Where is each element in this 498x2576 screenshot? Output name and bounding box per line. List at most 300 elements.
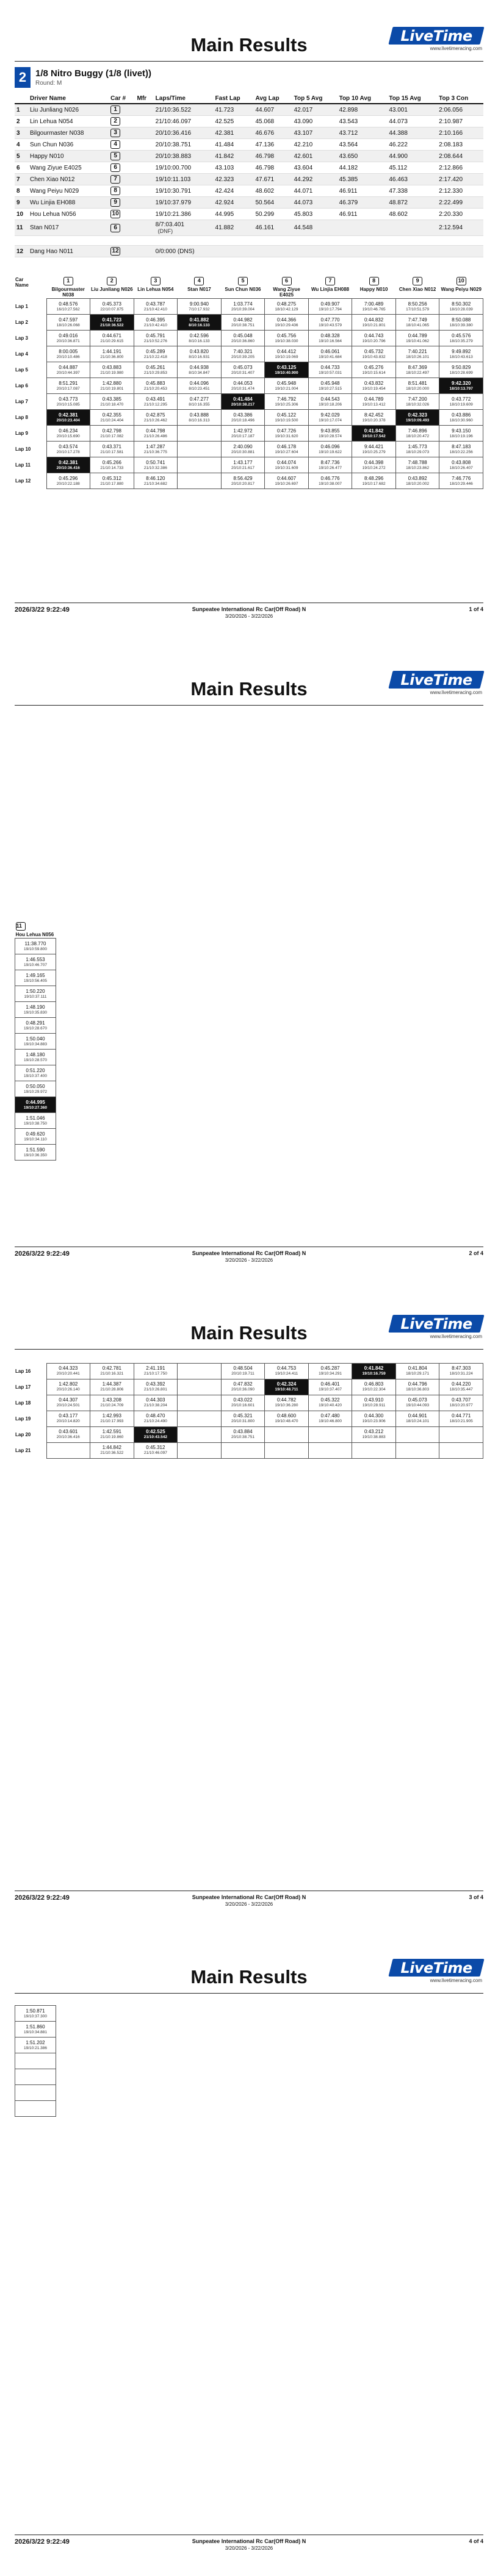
results-cell-laps: 20/10:36.416 — [154, 127, 214, 139]
results-row — [15, 139, 483, 151]
lap-cell — [46, 394, 90, 410]
lap-position-total: 19/10:17.542 — [362, 434, 386, 438]
results-cell-pos: 12 — [15, 246, 28, 257]
lap-position-total: 19/10:37.400 — [24, 1073, 47, 1078]
lap-row — [15, 1034, 56, 1050]
lap-time: 0:44.982 — [233, 317, 253, 323]
results-cell-avg: 48.602 — [254, 185, 292, 197]
lap-time: 11:38.770 — [24, 940, 46, 946]
results-cell-avg: 46.676 — [254, 127, 292, 139]
lap-time: 9:44.421 — [364, 443, 384, 449]
lap-time: 1:43.208 — [102, 1397, 121, 1403]
results-cell-name: Wu Linjia EH088 — [28, 197, 109, 209]
lap-row — [15, 299, 483, 315]
lap-cell — [395, 315, 439, 331]
lap-position-total: 21/10:19.860 — [100, 1435, 124, 1439]
lap-time: 0:44.303 — [146, 1397, 165, 1403]
lap-time: 0:43.574 — [59, 443, 78, 449]
results-cell-car — [109, 116, 135, 127]
lap-grid-page-4 — [15, 2005, 56, 2117]
lap-time: 9:50.829 — [452, 364, 471, 370]
lap-time: 1:49.165 — [26, 972, 45, 978]
lap-time: 0:44.789 — [364, 396, 384, 402]
lap-position-total: 18/10:22.256 — [449, 449, 473, 454]
driver-name: Lin Lehua N054 — [137, 287, 174, 292]
lap-row — [15, 954, 56, 970]
lap-time: 0:42.381 — [58, 459, 78, 465]
lap-position-total: 21/10:43.542 — [143, 1435, 168, 1439]
driver-car-number: 2 — [107, 277, 117, 285]
grid-driver-header — [308, 276, 352, 299]
lap-cell — [15, 970, 56, 986]
results-table — [15, 94, 483, 257]
lap-time: 0:47.726 — [276, 428, 297, 434]
lap-time: 0:48.470 — [146, 1413, 165, 1419]
results-cell-pos — [15, 236, 28, 246]
results-cell-t10: 45.385 — [337, 174, 388, 185]
lap-position-total: 19/10:19.069 — [275, 354, 298, 359]
lap-time: 8:50.256 — [408, 301, 427, 307]
lap-position-total: 19/10:48.470 — [275, 1419, 298, 1423]
lap-time: 0:43.820 — [189, 348, 209, 354]
lap-cell — [46, 426, 90, 442]
lap-position-total: 21/10:46.097 — [143, 1451, 167, 1455]
results-cell-mfr — [135, 151, 154, 162]
page-title: Main Results — [190, 678, 308, 699]
lap-position-total: 19/10:37.407 — [319, 1387, 342, 1392]
lap-label: Lap 7 — [15, 399, 28, 404]
lap-row — [15, 1379, 483, 1395]
results-cell-fast: 42.424 — [214, 185, 254, 197]
lap-cell — [221, 473, 265, 489]
results-cell-t10 — [337, 236, 388, 246]
lap-time: 0:46.776 — [320, 475, 340, 481]
lap-time: 9:00.940 — [189, 301, 209, 307]
lap-cell — [395, 378, 439, 394]
lap-cell — [308, 1426, 352, 1442]
lap-label: Lap 9 — [15, 431, 28, 436]
lap-row — [15, 394, 483, 410]
lap-cell — [439, 331, 483, 346]
lap-position-total: 19/10:28.570 — [24, 1057, 47, 1062]
lap-time: 1:51.860 — [26, 2023, 45, 2030]
livetime-logo: LiveTime www.livetimeracing.com — [391, 27, 482, 51]
lap-time: 0:44.771 — [452, 1413, 471, 1419]
lap-time: 0:43.392 — [146, 1381, 165, 1387]
lap-position-total: 18/10:30.960 — [449, 418, 473, 423]
lap-position-total: 20/10:31.407 — [231, 370, 254, 375]
results-cell-t5: 44.073 — [292, 197, 337, 209]
lap-time: 8:47.736 — [320, 459, 340, 465]
lap-cell — [395, 442, 439, 457]
results-cell-mfr — [135, 116, 154, 127]
results-cell-t5: 42.017 — [292, 104, 337, 116]
lap-time: 0:50.050 — [26, 1083, 45, 1089]
results-cell-laps: 19/10:00.700 — [154, 162, 214, 174]
lap-position-total: 19/10:27.604 — [275, 449, 298, 454]
results-cell-name: Sun Chun N036 — [28, 139, 109, 151]
results-cell-mfr — [135, 185, 154, 197]
lap-cell — [134, 378, 178, 394]
lap-cell — [221, 1363, 265, 1379]
footer-page-number: 2 of 4 — [469, 1250, 483, 1256]
lap-time: 1:42.880 — [102, 380, 121, 386]
lap-position-total: 18/10:20.977 — [449, 1403, 473, 1408]
lap-cell — [265, 473, 309, 489]
lap-position-total: 19/10:28.574 — [319, 434, 342, 438]
lap-cell — [90, 473, 134, 489]
lap-cell — [395, 394, 439, 410]
lap-label: Lap 5 — [15, 367, 28, 373]
page-title: Main Results — [190, 1966, 308, 1987]
lap-position-total: 19/10:36.280 — [275, 1403, 298, 1408]
driver-car-number: 5 — [238, 277, 248, 285]
results-row — [15, 116, 483, 127]
lap-cell — [439, 457, 483, 473]
lap-cell — [352, 1426, 396, 1442]
lap-time: 0:49.016 — [59, 332, 78, 338]
lap-label: Lap 10 — [15, 446, 31, 452]
lap-cell — [352, 1411, 396, 1426]
lap-cell — [15, 1113, 56, 1129]
lap-position-total: 20/10:14.820 — [56, 1419, 80, 1423]
lap-position-total: 18/10:19.196 — [449, 434, 473, 438]
results-column-header: Avg Lap — [254, 94, 292, 104]
lap-cell — [178, 1426, 222, 1442]
lap-position-total: 19/10:25.306 — [275, 402, 298, 407]
lap-row — [15, 1113, 56, 1129]
lap-cell — [178, 346, 222, 362]
lap-time: 0:44.995 — [26, 1099, 45, 1105]
lap-position-total: 18/10:41.065 — [406, 323, 430, 327]
lap-position-total: 18/10:35.279 — [449, 338, 473, 343]
lap-time: 0:44.832 — [364, 317, 384, 323]
car-number-badge: 4 — [110, 140, 120, 149]
lap-cell — [15, 986, 56, 1002]
lap-cell — [15, 2006, 56, 2022]
lap-position-total: 18/10:29.073 — [406, 449, 430, 454]
lap-label: Lap 4 — [15, 351, 28, 357]
results-cell-avg: 46.798 — [254, 162, 292, 174]
results-cell-t10 — [337, 220, 388, 236]
lap-row — [15, 378, 483, 394]
lap-time: 0:47.277 — [189, 396, 209, 402]
footer-event: Sunpeatee International Rc Car(Off Road) N 3/20/2026 - 3/22/2026 — [15, 606, 483, 619]
lap-row — [15, 362, 483, 378]
lap-label: Lap 2 — [15, 320, 28, 325]
lap-position-total: 21/10:29.615 — [100, 338, 124, 343]
car-number-badge: 12 — [110, 247, 120, 256]
results-cell-name: Dang Hao N011 — [28, 246, 109, 257]
lap-time: 8:46.120 — [146, 475, 165, 481]
lap-row — [15, 1002, 56, 1018]
lap-row — [15, 2085, 56, 2101]
lap-row — [15, 410, 483, 426]
car-number-badge: 10 — [110, 210, 120, 218]
results-cell-t3c: 2:12.594 — [437, 220, 483, 236]
results-cell-t5: 43.604 — [292, 162, 337, 174]
lap-position-total: 20/10:39.205 — [231, 354, 254, 359]
lap-cell — [439, 473, 483, 489]
logo-url: www.livetimeracing.com — [430, 1334, 482, 1339]
lap-cell — [221, 346, 265, 362]
results-cell-avg — [254, 246, 292, 257]
footer-date: 2026/3/22 9:22:49 — [15, 1250, 70, 1258]
lap-cell — [395, 1426, 439, 1442]
lap-row — [15, 2038, 56, 2053]
lap-position-total: 18/10:19.609 — [449, 402, 473, 407]
lap-time: 0:43.212 — [364, 1429, 384, 1434]
results-cell-car — [109, 236, 135, 246]
results-cell-car — [109, 151, 135, 162]
results-cell-car — [109, 185, 135, 197]
lap-position-total: 20/10:18.496 — [231, 418, 254, 423]
lap-time: 7:47.200 — [408, 396, 427, 402]
lap-position-total: 19/10:46.765 — [362, 307, 386, 312]
lap-position-total: 19/10:15.614 — [362, 370, 386, 375]
results-cell-mfr — [135, 220, 154, 236]
lap-cell — [90, 378, 134, 394]
lap-position-total: 18/10:26.068 — [56, 323, 80, 327]
results-cell-pos: 4 — [15, 139, 28, 151]
footer — [15, 1891, 483, 1907]
car-number-badge: 1 — [110, 106, 120, 114]
lap-time: 0:49.907 — [320, 301, 340, 307]
lap-time: 0:45.948 — [320, 380, 340, 386]
lap-cell — [15, 939, 56, 954]
results-cell-pos: 10 — [15, 209, 28, 220]
lap-position-total: 20/10:31.474 — [231, 386, 254, 391]
lap-cell — [395, 299, 439, 315]
lap-time: 9:42.029 — [320, 412, 340, 418]
lap-time: 0:41.842 — [364, 428, 384, 434]
lap-time: 1:42.993 — [102, 1413, 121, 1419]
lap-position-total: 21/10:18.470 — [100, 402, 124, 407]
footer-date: 2026/3/22 9:22:49 — [15, 2538, 70, 2546]
lap-cell — [15, 1018, 56, 1034]
lap-position-total: 21/10:24.404 — [100, 418, 124, 423]
driver-name: Happy N010 — [359, 287, 388, 292]
livetime-logo: LiveTime www.livetimeracing.com — [391, 1959, 482, 1983]
footer-dates: 3/20/2026 - 3/22/2026 — [225, 1902, 273, 1907]
results-cell-name: Bilgourmaster N038 — [28, 127, 109, 139]
lap-position-total: 20/10:24.501 — [56, 1403, 80, 1408]
results-cell-avg: 50.299 — [254, 209, 292, 220]
livetime-logo: LiveTime www.livetimeracing.com — [391, 1315, 482, 1339]
lap-position-total: 18/10:23.862 — [406, 465, 430, 470]
car-number-badge: 8 — [110, 187, 120, 195]
results-cell-car — [109, 174, 135, 185]
lap-position-total: 19/10:19.500 — [275, 418, 298, 423]
lap-time: 0:44.300 — [364, 1413, 384, 1419]
results-cell-t5: 43.090 — [292, 116, 337, 127]
lap-position-total: 8/10:23.451 — [189, 386, 210, 391]
lap-cell — [134, 1442, 178, 1458]
lap-cell — [15, 2101, 56, 2117]
lap-row — [15, 939, 56, 954]
lap-time: 1:47.287 — [146, 443, 165, 449]
page-3 — [0, 1288, 498, 1932]
lap-time: 1:42.972 — [233, 428, 253, 434]
results-cell-pos: 6 — [15, 162, 28, 174]
lap-position-total: 21/10:36.800 — [100, 354, 124, 359]
lap-cell — [352, 1395, 396, 1411]
lap-position-total: 21/10:26.462 — [143, 418, 167, 423]
lap-time: 0:44.096 — [189, 380, 209, 386]
lap-time: 8:50.302 — [452, 301, 471, 307]
results-cell-car — [109, 197, 135, 209]
lap-time: 0:45.289 — [146, 348, 165, 354]
lap-time: 9:43.855 — [320, 428, 340, 434]
lap-position-total: 19/10:29.436 — [275, 323, 298, 327]
lap-position-total: 19/10:38.007 — [319, 481, 342, 486]
lap-time: 0:48.576 — [59, 301, 78, 307]
lap-cell — [221, 378, 265, 394]
results-row — [15, 185, 483, 197]
lap-time: 0:43.707 — [452, 1397, 471, 1403]
lap-cell — [46, 1379, 90, 1395]
lap-cell — [46, 473, 90, 489]
lap-position-total: 21/10:26.486 — [143, 434, 167, 438]
lap-cell — [15, 1081, 56, 1097]
results-cell-pos: 3 — [15, 127, 28, 139]
lap-time: 1:48.190 — [26, 1004, 45, 1010]
lap-cell — [308, 394, 352, 410]
race-number: 2 — [15, 67, 31, 88]
lap-time: 2:40.090 — [233, 443, 253, 449]
footer-page-number: 3 of 4 — [469, 1894, 483, 1900]
lap-position-total: 21/10:34.682 — [143, 481, 167, 486]
lap-cell — [265, 1426, 309, 1442]
results-cell-fast: 42.924 — [214, 197, 254, 209]
lap-cell — [15, 1002, 56, 1018]
lap-time: 0:44.789 — [408, 332, 427, 338]
lap-position-total: 19/10:38.883 — [362, 1435, 386, 1439]
lap-time: 0:48.600 — [276, 1413, 297, 1419]
lap-position-total: 21/10:29.853 — [143, 370, 167, 375]
lap-time: 0:43.385 — [102, 396, 121, 402]
lap-time: 7:46.792 — [276, 396, 297, 402]
lap-cell — [352, 442, 396, 457]
lap-cell — [395, 426, 439, 442]
lap-time: 1:50.040 — [26, 1036, 45, 1042]
lap-time: 0:42.798 — [102, 428, 121, 434]
lap-time: 0:42.323 — [408, 412, 427, 418]
lap-time: 0:44.543 — [320, 396, 340, 402]
lap-time: 0:43.787 — [146, 301, 165, 307]
lap-time: 0:45.312 — [102, 475, 121, 481]
lap-row — [15, 457, 483, 473]
name-label: Name — [15, 282, 29, 288]
lap-position-total: 19/10:17.682 — [362, 481, 386, 486]
lap-position-total: 19/10:31.609 — [275, 465, 298, 470]
results-cell-t10: 44.182 — [337, 162, 388, 174]
lap-cell — [265, 442, 309, 457]
lap-position-total: 8/10:16.931 — [189, 354, 210, 359]
results-column-header: Driver Name — [28, 94, 109, 104]
lap-position-total: 19/10:38.030 — [275, 338, 298, 343]
driver-name: Liu Junliang N026 — [91, 287, 133, 292]
results-cell-laps — [154, 236, 214, 246]
lap-position-total: 19/10:40.900 — [275, 370, 298, 375]
lap-time: 0:46.395 — [146, 317, 165, 323]
lap-cell — [439, 1426, 483, 1442]
page-1 — [0, 0, 498, 644]
lap-cell-fastest — [221, 394, 265, 410]
lap-cell — [178, 426, 222, 442]
lap-cell — [308, 442, 352, 457]
results-cell-t15: 47.338 — [387, 185, 437, 197]
lap-cell — [90, 1395, 134, 1411]
lap-cell — [178, 1411, 222, 1426]
lap-position-total: 21/10:12.295 — [143, 402, 167, 407]
results-cell-t3c: 2:06.056 — [437, 104, 483, 116]
lap-cell — [352, 331, 396, 346]
results-cell-t15: 48.602 — [387, 209, 437, 220]
lap-cell — [352, 299, 396, 315]
lap-cell — [134, 346, 178, 362]
lap-time: 1:42.591 — [102, 1429, 121, 1434]
car-number-badge: 6 — [110, 224, 120, 232]
lap-cell — [15, 1034, 56, 1050]
lap-time: 0:43.772 — [452, 396, 471, 402]
lap-position-total: 20/10:20.441 — [56, 1372, 80, 1376]
lap-position-total: 20/10:21.617 — [231, 465, 254, 470]
lap-position-total: 20/10:17.087 — [56, 386, 80, 391]
lap-time: 7:00.489 — [364, 301, 384, 307]
lap-position-total: 18/10:29.446 — [449, 481, 473, 486]
lap-cell — [395, 1379, 439, 1395]
lap-position-total: 21/10:38.204 — [143, 1403, 167, 1408]
lap-time: 0:44.782 — [276, 1397, 297, 1403]
lap-position-total: 19/10:16.759 — [362, 1372, 386, 1376]
lap-row — [15, 1018, 56, 1034]
grid-driver-header — [221, 276, 265, 299]
results-cell-laps: 21/10:46.097 — [154, 116, 214, 127]
lap-time: 2:41.191 — [146, 1365, 165, 1371]
lap-time: 0:45.266 — [102, 459, 121, 465]
lap-position-total: 19/10:23.906 — [362, 1419, 386, 1423]
lap-position-total: 20/10:39.004 — [231, 307, 254, 312]
lap-position-total: 21/10:20.453 — [143, 386, 167, 391]
lap-row — [15, 426, 483, 442]
lap-time: 0:45.312 — [146, 1445, 165, 1450]
lap-time: 0:44.753 — [276, 1365, 297, 1371]
lap-position-total: 18/10:22.497 — [406, 370, 430, 375]
lap-time: 0:45.261 — [146, 364, 165, 370]
lap-time: 8:51.291 — [59, 380, 78, 386]
lap-row — [15, 1426, 483, 1442]
lap-position-total: 19/10:34.881 — [24, 2030, 47, 2034]
lap-position-total: 21/10:17.581 — [100, 449, 124, 454]
lap-cell — [395, 1395, 439, 1411]
lap-position-total: 20/10:10.486 — [56, 354, 80, 359]
lap-position-total: 21/10:36.522 — [100, 323, 124, 327]
results-column-header: Fast Lap — [214, 94, 254, 104]
results-column-header: Top 10 Avg — [337, 94, 388, 104]
lap-time: 0:46.096 — [320, 443, 340, 449]
results-cell-t3c — [437, 236, 483, 246]
lap-position-total: 20/10:22.188 — [56, 481, 80, 486]
lap-position-total: 21/10:52.276 — [143, 338, 167, 343]
lap-cell — [178, 394, 222, 410]
lap-position-total: 21/10:28.806 — [100, 1387, 124, 1392]
lap-position-total: 19/10:48.711 — [275, 1387, 298, 1392]
lap-cell-fastest — [439, 378, 483, 394]
lap-time: 0:45.948 — [276, 380, 297, 386]
driver-name: Wang Peiyu N029 — [441, 287, 482, 292]
lap-row — [15, 2053, 56, 2069]
